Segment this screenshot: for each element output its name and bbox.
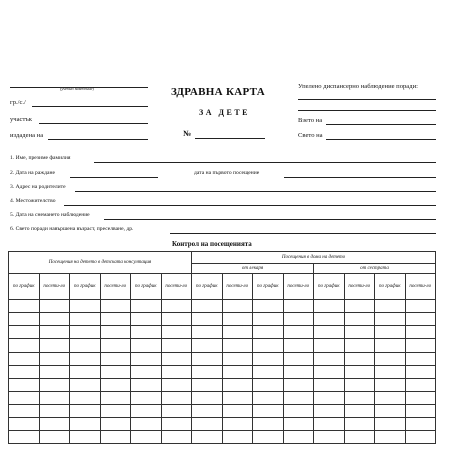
table-cell bbox=[39, 365, 70, 378]
table-cell bbox=[70, 313, 101, 326]
district-line bbox=[39, 123, 148, 124]
table-cell bbox=[192, 352, 223, 365]
table-cell bbox=[222, 339, 253, 352]
table-cell bbox=[100, 313, 131, 326]
table-cell bbox=[314, 404, 345, 417]
visits-table bbox=[8, 251, 436, 444]
table-cell bbox=[253, 378, 284, 391]
col-header-visited: посети-ло bbox=[39, 274, 70, 300]
table-cell bbox=[405, 300, 436, 313]
table-cell bbox=[70, 339, 101, 352]
table-cell bbox=[39, 417, 70, 430]
table-cell bbox=[161, 430, 192, 443]
table-cell bbox=[283, 430, 314, 443]
table-cell bbox=[375, 430, 406, 443]
table-cell bbox=[131, 391, 162, 404]
table-cell bbox=[253, 404, 284, 417]
table-cell bbox=[161, 313, 192, 326]
table-cell bbox=[131, 326, 162, 339]
sub-nurse-header: от сестрата bbox=[314, 264, 436, 274]
table-cell bbox=[9, 430, 40, 443]
table-cell bbox=[100, 339, 131, 352]
col-header-scheduled: по график bbox=[375, 274, 406, 300]
table-cell bbox=[100, 365, 131, 378]
table-cell bbox=[222, 352, 253, 365]
table-cell bbox=[39, 339, 70, 352]
page-title: ЗДРАВНА КАРТА bbox=[171, 86, 265, 98]
table-cell bbox=[344, 352, 375, 365]
issued-label: издадена на bbox=[10, 132, 44, 139]
district-label: участък bbox=[10, 116, 32, 123]
table-cell bbox=[375, 391, 406, 404]
table-cell bbox=[405, 430, 436, 443]
table-cell bbox=[70, 300, 101, 313]
table-cell bbox=[192, 300, 223, 313]
field-address-line bbox=[75, 191, 436, 192]
table-cell bbox=[100, 300, 131, 313]
table-cell bbox=[283, 326, 314, 339]
table-cell bbox=[283, 365, 314, 378]
table-cell bbox=[192, 430, 223, 443]
table-cell bbox=[405, 352, 436, 365]
institution-caption: (учебно заведение) bbox=[60, 86, 94, 91]
table-cell bbox=[375, 352, 406, 365]
table-row bbox=[9, 391, 436, 404]
table-cell bbox=[100, 378, 131, 391]
table-cell bbox=[344, 404, 375, 417]
table-cell bbox=[131, 378, 162, 391]
table-cell bbox=[192, 417, 223, 430]
col-header-scheduled: по график bbox=[131, 274, 162, 300]
col-header-visited: посети-ло bbox=[222, 274, 253, 300]
col-header-scheduled: по график bbox=[70, 274, 101, 300]
table-cell bbox=[39, 300, 70, 313]
table-cell bbox=[100, 430, 131, 443]
table-cell bbox=[39, 404, 70, 417]
table-cell bbox=[405, 391, 436, 404]
table-cell bbox=[405, 365, 436, 378]
table-cell bbox=[405, 404, 436, 417]
table-cell bbox=[70, 378, 101, 391]
table-cell bbox=[131, 352, 162, 365]
table-cell bbox=[192, 365, 223, 378]
table-cell bbox=[192, 404, 223, 417]
table-cell bbox=[161, 404, 192, 417]
col-header-visited: посети-ло bbox=[100, 274, 131, 300]
table-cell bbox=[131, 404, 162, 417]
field-birthdate-line bbox=[70, 177, 158, 178]
removed-label: Свето на bbox=[298, 132, 323, 139]
table-cell bbox=[39, 430, 70, 443]
table-cell bbox=[100, 352, 131, 365]
table-cell bbox=[131, 365, 162, 378]
control-title: Контрол на посещенията bbox=[172, 240, 252, 248]
table-cell bbox=[375, 313, 406, 326]
table-row bbox=[9, 404, 436, 417]
table-cell bbox=[9, 339, 40, 352]
table-row bbox=[9, 300, 436, 313]
table-cell bbox=[70, 430, 101, 443]
table-cell bbox=[283, 313, 314, 326]
field-first-visit-label: дата на първото посещение bbox=[194, 170, 260, 176]
sub-doctor-header: от лекаря bbox=[192, 264, 314, 274]
table-cell bbox=[314, 417, 345, 430]
table-cell bbox=[9, 378, 40, 391]
table-cell bbox=[131, 313, 162, 326]
col-header-visited: посети-ло bbox=[161, 274, 192, 300]
table-cell bbox=[283, 391, 314, 404]
table-cell bbox=[192, 313, 223, 326]
table-cell bbox=[39, 352, 70, 365]
table-cell bbox=[253, 391, 284, 404]
table-cell bbox=[283, 300, 314, 313]
dispensary-line-1 bbox=[298, 99, 436, 100]
table-cell bbox=[70, 365, 101, 378]
table-cell bbox=[314, 430, 345, 443]
city-label: гр./с./ bbox=[10, 99, 26, 106]
table-cell bbox=[314, 365, 345, 378]
table-cell bbox=[100, 417, 131, 430]
field-removal-date-line bbox=[104, 219, 436, 220]
table-cell bbox=[405, 339, 436, 352]
table-cell bbox=[9, 300, 40, 313]
table-cell bbox=[9, 326, 40, 339]
table-cell bbox=[344, 313, 375, 326]
table-cell bbox=[161, 352, 192, 365]
dispensary-label: Упелено диспансерно наблюдение поради: bbox=[298, 83, 418, 90]
table-cell bbox=[161, 365, 192, 378]
table-row bbox=[9, 378, 436, 391]
table-cell bbox=[222, 378, 253, 391]
table-cell bbox=[192, 339, 223, 352]
removed-line bbox=[326, 139, 436, 140]
table-cell bbox=[9, 352, 40, 365]
table-cell bbox=[283, 339, 314, 352]
page-subtitle: ЗА ДЕТЕ bbox=[199, 108, 251, 117]
col-header-scheduled: по график bbox=[192, 274, 223, 300]
field-removed-reason-line bbox=[170, 233, 436, 234]
table-cell bbox=[344, 417, 375, 430]
table-cell bbox=[9, 391, 40, 404]
col-header-scheduled: по график bbox=[253, 274, 284, 300]
table-cell bbox=[9, 365, 40, 378]
table-cell bbox=[405, 326, 436, 339]
table-cell bbox=[9, 313, 40, 326]
table-cell bbox=[344, 365, 375, 378]
table-cell bbox=[283, 378, 314, 391]
table-cell bbox=[314, 378, 345, 391]
col-header-scheduled: по график bbox=[9, 274, 40, 300]
table-cell bbox=[253, 313, 284, 326]
group-clinic-header: Посещения на детето в детската консултация bbox=[9, 252, 192, 274]
table-cell bbox=[375, 404, 406, 417]
table-cell bbox=[222, 365, 253, 378]
table-cell bbox=[161, 378, 192, 391]
table-cell bbox=[253, 417, 284, 430]
table-cell bbox=[192, 391, 223, 404]
field-address-label: 3. Адрес на родителите bbox=[10, 184, 66, 190]
table-cell bbox=[161, 391, 192, 404]
col-header-visited: посети-ло bbox=[283, 274, 314, 300]
table-cell bbox=[161, 326, 192, 339]
table-cell bbox=[131, 417, 162, 430]
table-cell bbox=[253, 365, 284, 378]
table-cell bbox=[39, 378, 70, 391]
table-cell bbox=[70, 391, 101, 404]
table-cell bbox=[222, 417, 253, 430]
field-residence-line bbox=[64, 205, 436, 206]
table-row bbox=[9, 326, 436, 339]
table-cell bbox=[344, 430, 375, 443]
city-line bbox=[32, 106, 148, 107]
group-home-header: Посещения в дома на детето bbox=[192, 252, 436, 264]
table-row bbox=[9, 365, 436, 378]
table-cell bbox=[314, 300, 345, 313]
table-cell bbox=[375, 300, 406, 313]
taken-label: Взето на bbox=[298, 117, 323, 124]
table-cell bbox=[222, 391, 253, 404]
table-cell bbox=[161, 300, 192, 313]
table-cell bbox=[222, 430, 253, 443]
table-cell bbox=[253, 339, 284, 352]
table-cell bbox=[9, 404, 40, 417]
table-cell bbox=[314, 313, 345, 326]
table-cell bbox=[100, 326, 131, 339]
table-cell bbox=[222, 404, 253, 417]
col-header-scheduled: по график bbox=[314, 274, 345, 300]
field-residence-label: 4. Местожителство bbox=[10, 198, 56, 204]
table-row bbox=[9, 313, 436, 326]
table-cell bbox=[161, 339, 192, 352]
table-cell bbox=[161, 417, 192, 430]
table-cell bbox=[283, 404, 314, 417]
table-cell bbox=[253, 326, 284, 339]
table-cell bbox=[70, 326, 101, 339]
dispensary-line-2 bbox=[298, 110, 436, 111]
table-cell bbox=[375, 417, 406, 430]
table-cell bbox=[314, 339, 345, 352]
table-row bbox=[9, 417, 436, 430]
table-cell bbox=[314, 326, 345, 339]
table-cell bbox=[283, 417, 314, 430]
field-birthdate-label: 2. Дата на раждане bbox=[10, 170, 55, 176]
table-cell bbox=[375, 326, 406, 339]
table-cell bbox=[222, 313, 253, 326]
table-cell bbox=[9, 417, 40, 430]
col-header-visited: посети-ло bbox=[405, 274, 436, 300]
table-cell bbox=[253, 300, 284, 313]
table-cell bbox=[131, 430, 162, 443]
table-cell bbox=[283, 352, 314, 365]
table-cell bbox=[70, 352, 101, 365]
table-row bbox=[9, 339, 436, 352]
table-cell bbox=[344, 326, 375, 339]
table-cell bbox=[192, 326, 223, 339]
field-name-line bbox=[94, 162, 436, 163]
table-cell bbox=[131, 339, 162, 352]
table-row bbox=[9, 430, 436, 443]
table-cell bbox=[344, 300, 375, 313]
table-cell bbox=[375, 378, 406, 391]
field-removal-date-label: 5. Дата на снемането наблюдение bbox=[10, 212, 90, 218]
table-cell bbox=[70, 404, 101, 417]
table-cell bbox=[253, 352, 284, 365]
table-cell bbox=[222, 326, 253, 339]
table-cell bbox=[100, 391, 131, 404]
table-cell bbox=[131, 300, 162, 313]
table-cell bbox=[405, 313, 436, 326]
field-name-label: 1. Име, презиме фамилия bbox=[10, 155, 71, 161]
issued-line bbox=[48, 139, 148, 140]
table-cell bbox=[405, 378, 436, 391]
table-cell bbox=[314, 352, 345, 365]
table-cell bbox=[70, 417, 101, 430]
table-cell bbox=[253, 430, 284, 443]
table-row bbox=[9, 352, 436, 365]
table-cell bbox=[375, 365, 406, 378]
blank-rows bbox=[9, 300, 436, 444]
table-cell bbox=[375, 339, 406, 352]
table-cell bbox=[344, 339, 375, 352]
table-cell bbox=[405, 417, 436, 430]
table-cell bbox=[314, 391, 345, 404]
table-cell bbox=[192, 378, 223, 391]
taken-line bbox=[326, 124, 436, 125]
table-cell bbox=[344, 378, 375, 391]
table-cell bbox=[222, 300, 253, 313]
table-cell bbox=[39, 313, 70, 326]
number-line bbox=[195, 138, 265, 139]
col-header-visited: посети-ло bbox=[344, 274, 375, 300]
number-sign: № bbox=[183, 129, 192, 138]
table-cell bbox=[39, 391, 70, 404]
table-cell bbox=[344, 391, 375, 404]
field-removed-reason-label: 6. Свето поради навършена възраст, преселване, др. bbox=[10, 226, 134, 232]
table-cell bbox=[39, 326, 70, 339]
table-cell bbox=[100, 404, 131, 417]
field-first-visit-line bbox=[284, 177, 436, 178]
